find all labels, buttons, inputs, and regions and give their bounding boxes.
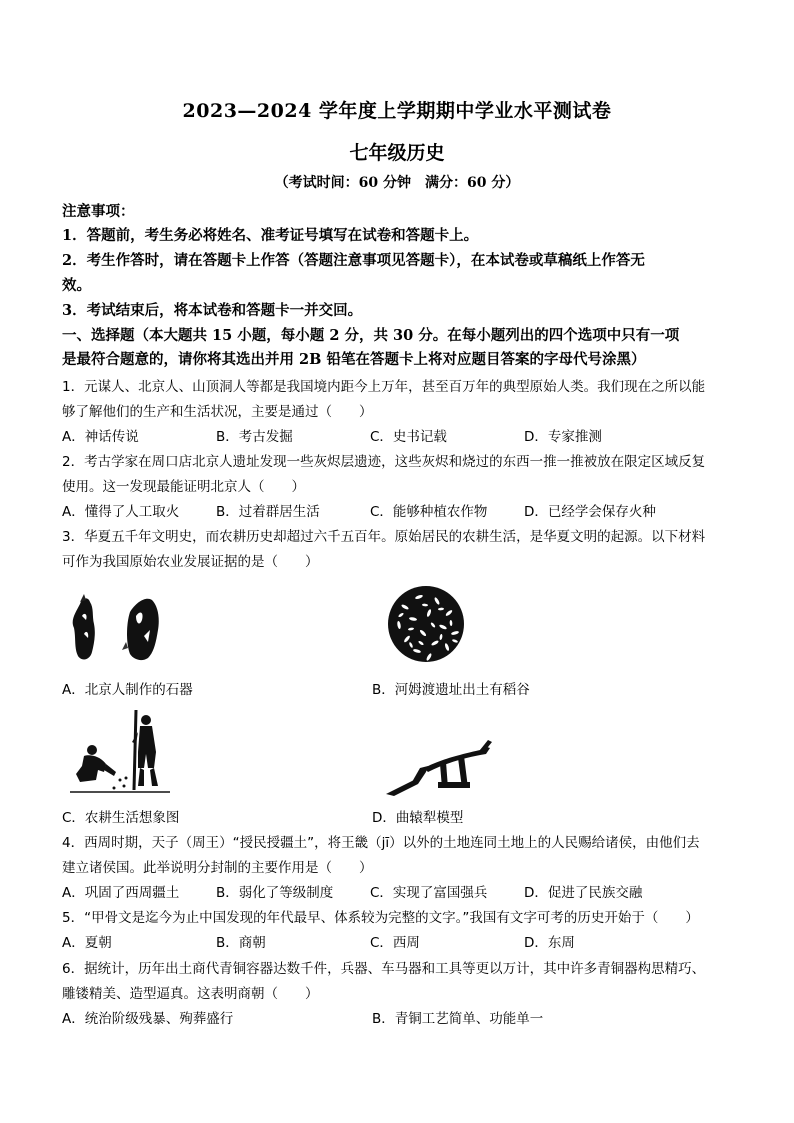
note-3: 3．考试结束后，将本试卷和答题卡一并交回。	[62, 302, 363, 319]
q1-options	[62, 425, 742, 445]
q2-options	[62, 500, 742, 520]
q2-option-a: A．懂得了人工取火	[62, 504, 180, 520]
q5-options	[62, 931, 742, 951]
q2-stem: 2．考古学家在周口店北京人遗址发现一些灰烬层遗迹，这些灰烬和烧过的东西一推一推被放在限定区域反复	[62, 454, 706, 470]
note-1: 1．答题前，考生务必将姓名、准考证号填写在试卷和答题卡上。	[62, 227, 479, 244]
q3-stem-cont: 可作为我国原始农业发展证据的是（ ）	[62, 554, 319, 570]
q1-option-b: B．考古发掘	[216, 429, 293, 445]
q3-stem: 3．华夏五千年文明史，而农耕历史却超过六千五百年。原始居民的农耕生活，是华夏文明的起源。以下材料	[62, 529, 706, 545]
q6-options	[62, 1007, 742, 1027]
q1-stem-cont: 够了解他们的生产和生活状况，主要是通过（ ）	[62, 404, 373, 420]
section-heading: 一、选择题（本大题共 15 小题，每小题 2 分，共 30 分。在每小题列出的四个选项中只有一项	[62, 327, 680, 344]
q5-option-b: B．商朝	[216, 935, 266, 951]
q2-option-d: D．已经学会保存火种	[524, 504, 656, 520]
q1-option-a: A．神话传说	[62, 429, 139, 445]
q6-option-b: B．青铜工艺简单、功能单一	[372, 1011, 544, 1027]
stone-tools-image	[64, 590, 174, 665]
q5-stem: 5．“甲骨文是迄今为止中国发现的年代最早、体系较为完整的文字。”我国有文字可考的历史开始于（ ）	[62, 910, 699, 926]
notes-heading: 注意事项：	[62, 203, 135, 220]
farming-scene-image	[66, 708, 176, 796]
note-2-cont: 效。	[62, 277, 91, 294]
q3-caption-c: C．农耕生活想象图	[62, 810, 180, 826]
q2-stem-cont: 使用。这一发现最能证明北京人（ ）	[62, 479, 305, 495]
q3-caption-d: D．曲辕犁模型	[372, 810, 464, 826]
q4-option-a: A．巩固了西周疆土	[62, 885, 180, 901]
q2-option-b: B．过着群居生活	[216, 504, 320, 520]
q4-option-d: D．促进了民族交融	[524, 885, 643, 901]
exam-subject: 七年级历史	[349, 142, 445, 164]
exam-title: 2023—2024 学年度上学期期中学业水平测试卷	[182, 100, 612, 122]
plow-model-image	[384, 736, 496, 798]
q4-option-c: C．实现了富国强兵	[370, 885, 488, 901]
exam-info: （考试时间：60 分钟 满分：60 分）	[274, 175, 520, 191]
q1-option-d: D．专家推测	[524, 429, 602, 445]
q3-caption-a: A．北京人制作的石器	[62, 682, 193, 698]
q3-caption-b: B．河姆渡遗址出土有稻谷	[372, 682, 530, 698]
q1-option-c: C．史书记载	[370, 429, 447, 445]
q5-option-d: D．东周	[524, 935, 575, 951]
q4-stem-cont: 建立诸侯国。此举说明分封制的主要作用是（ ）	[62, 860, 373, 876]
q2-option-c: C．能够种植农作物	[370, 504, 488, 520]
section-heading-cont: 是最符合题意的，请你将其选出并用 2B 铅笔在答题卡上将对应题目答案的字母代号涂黑）	[62, 351, 646, 368]
q4-options	[62, 881, 742, 901]
q4-option-b: B．弱化了等级制度	[216, 885, 334, 901]
q6-option-a: A．统治阶级残暴、殉葬盛行	[62, 1011, 234, 1027]
q6-stem: 6．据统计，历年出土商代青铜容器达数千件，兵器、车马器和工具等更以万计，其中许多青铜器构思精巧、	[62, 961, 706, 977]
note-2: 2．考生作答时，请在答题卡上作答（答题注意事项见答题卡），在本试卷或草稿纸上作答无	[62, 252, 645, 269]
q1-stem: 1．元谋人、北京人、山顶洞人等都是我国境内距今上万年，甚至百万年的典型原始人类。我们现在之所以能	[62, 379, 706, 395]
q4-stem: 4．西周时期，天子（周王）“授民授疆土”，将王畿（jī）以外的土地连同土地上的人民赐给诸侯，由他们去	[62, 835, 700, 851]
q5-option-a: A．夏朝	[62, 935, 112, 951]
rice-grains-image	[385, 583, 467, 665]
q6-stem-cont: 雕镂精美、造型逼真。这表明商朝（ ）	[62, 986, 319, 1002]
q5-option-c: C．西周	[370, 935, 420, 951]
